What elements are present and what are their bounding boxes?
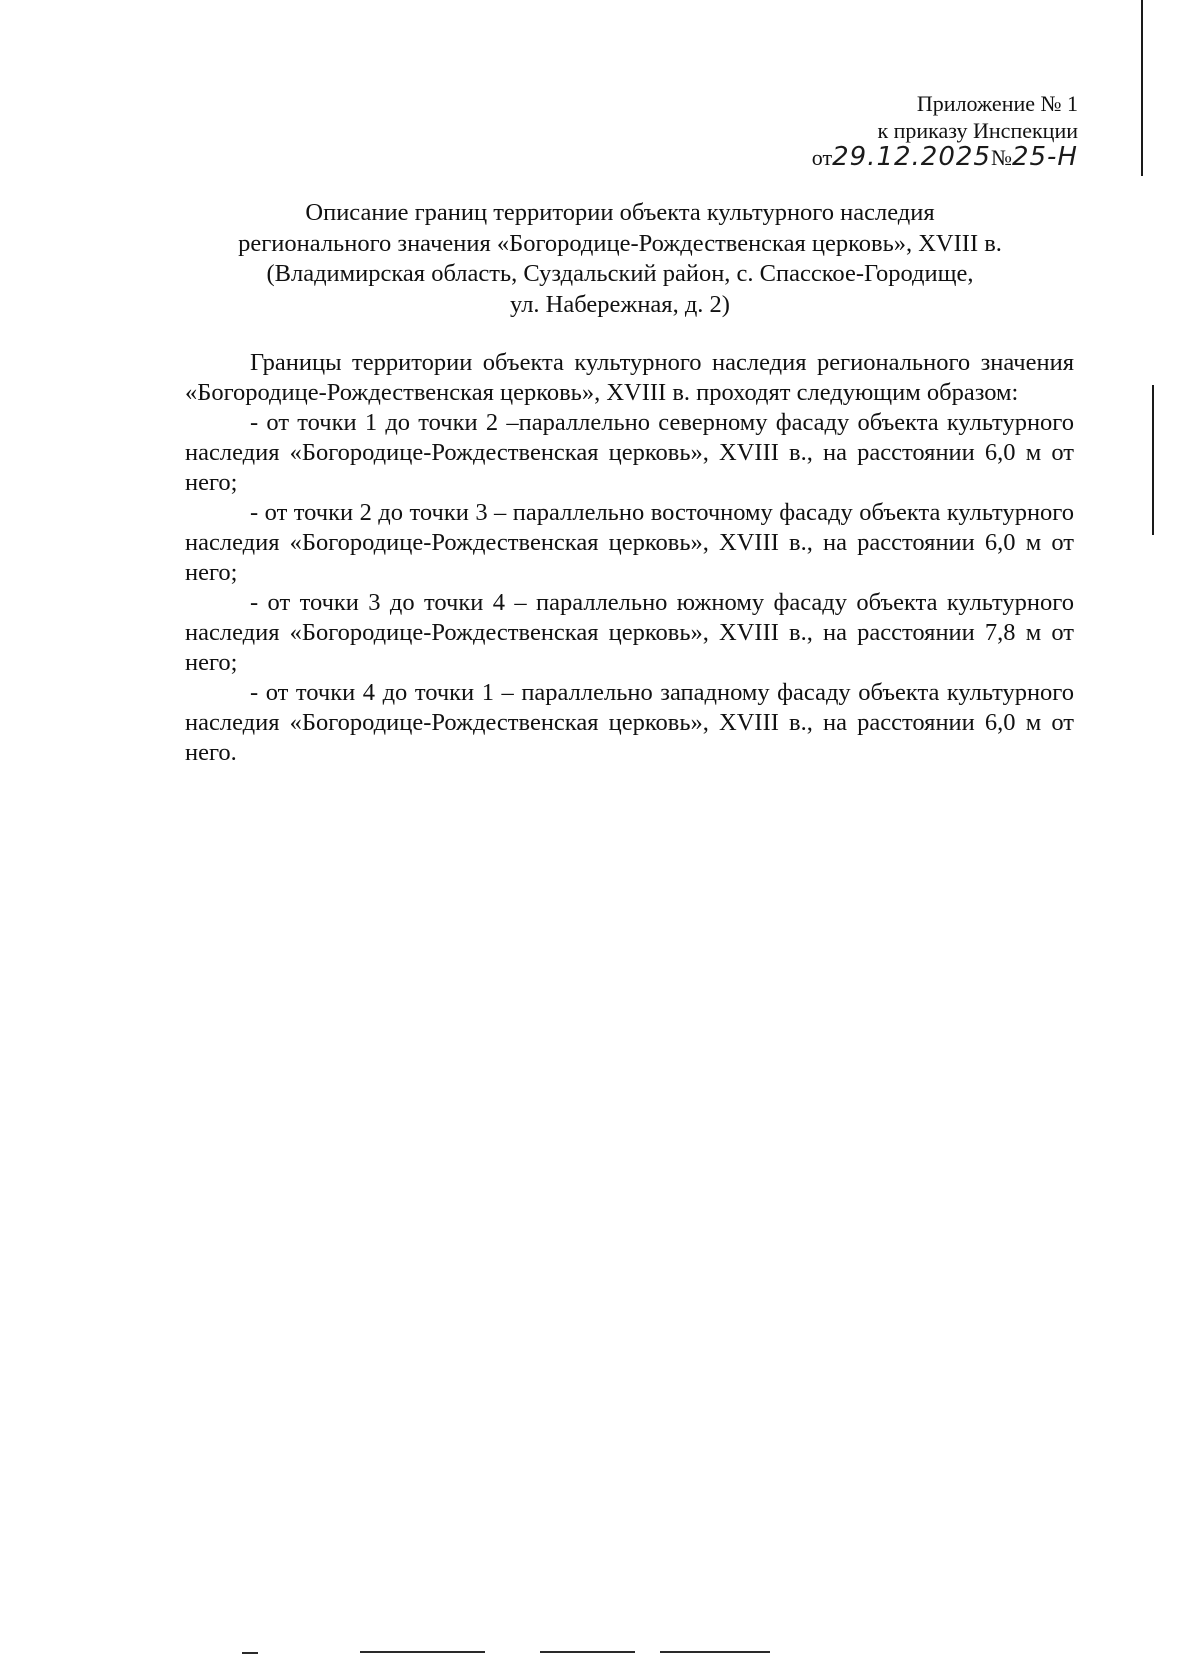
order-date-line [812,144,1078,171]
handwritten-date: 29.12.2025 [832,142,991,172]
number-label: № [990,145,1012,170]
title-line: регионального значения «Богородице-Рождественская церковь», XVIII в. [238,229,1002,257]
intro-paragraph: Границы территории объекта культурного наследия регионального значения «Богородице-Рождественская церковь», XVIII в. проходят следующим образом: [185,349,1074,406]
scan-mark [540,1651,635,1653]
scan-mark [360,1651,485,1653]
scan-mark [660,1651,770,1653]
order-reference: к приказу Инспекции [877,118,1078,143]
title-line: Описание границ территории объекта культурного наследия [305,199,935,226]
scan-margin-line [1141,0,1143,176]
document-title [160,198,1080,320]
boundary-item: - от точки 1 до точки 2 –параллельно северному фасаду объекта культурного наследия «Богородице-Рождественская церковь», XVIII в., на расстоянии 6,0 м от него; [185,409,1074,496]
document-body [185,348,1074,768]
boundary-item: - от точки 3 до точки 4 – параллельно южному фасаду объекта культурного наследия «Богородице-Рождественская церковь», XVIII в., на расстоянии 7,8 м от него; [185,589,1074,676]
appendix-label: Приложение № 1 [916,91,1078,116]
date-prefix: от [811,145,833,170]
handwritten-number: 25-Н [1011,142,1078,172]
appendix-header [812,90,1078,171]
boundary-item: - от точки 4 до точки 1 – параллельно западному фасаду объекта культурного наследия «Богородице-Рождественская церковь», XVIII в., на расстоянии 6,0 м от него. [185,679,1074,766]
scan-margin-line [1152,385,1154,535]
scan-mark [242,1652,258,1654]
boundary-item: - от точки 2 до точки 3 – параллельно восточному фасаду объекта культурного наследия «Богородице-Рождественская церковь», XVIII в., на расстоянии 6,0 м от него; [185,499,1074,586]
title-line: (Владимирская область, Суздальский район, с. Спасское-Городище, [266,260,974,287]
title-line: ул. Набережная, д. 2) [510,290,730,318]
